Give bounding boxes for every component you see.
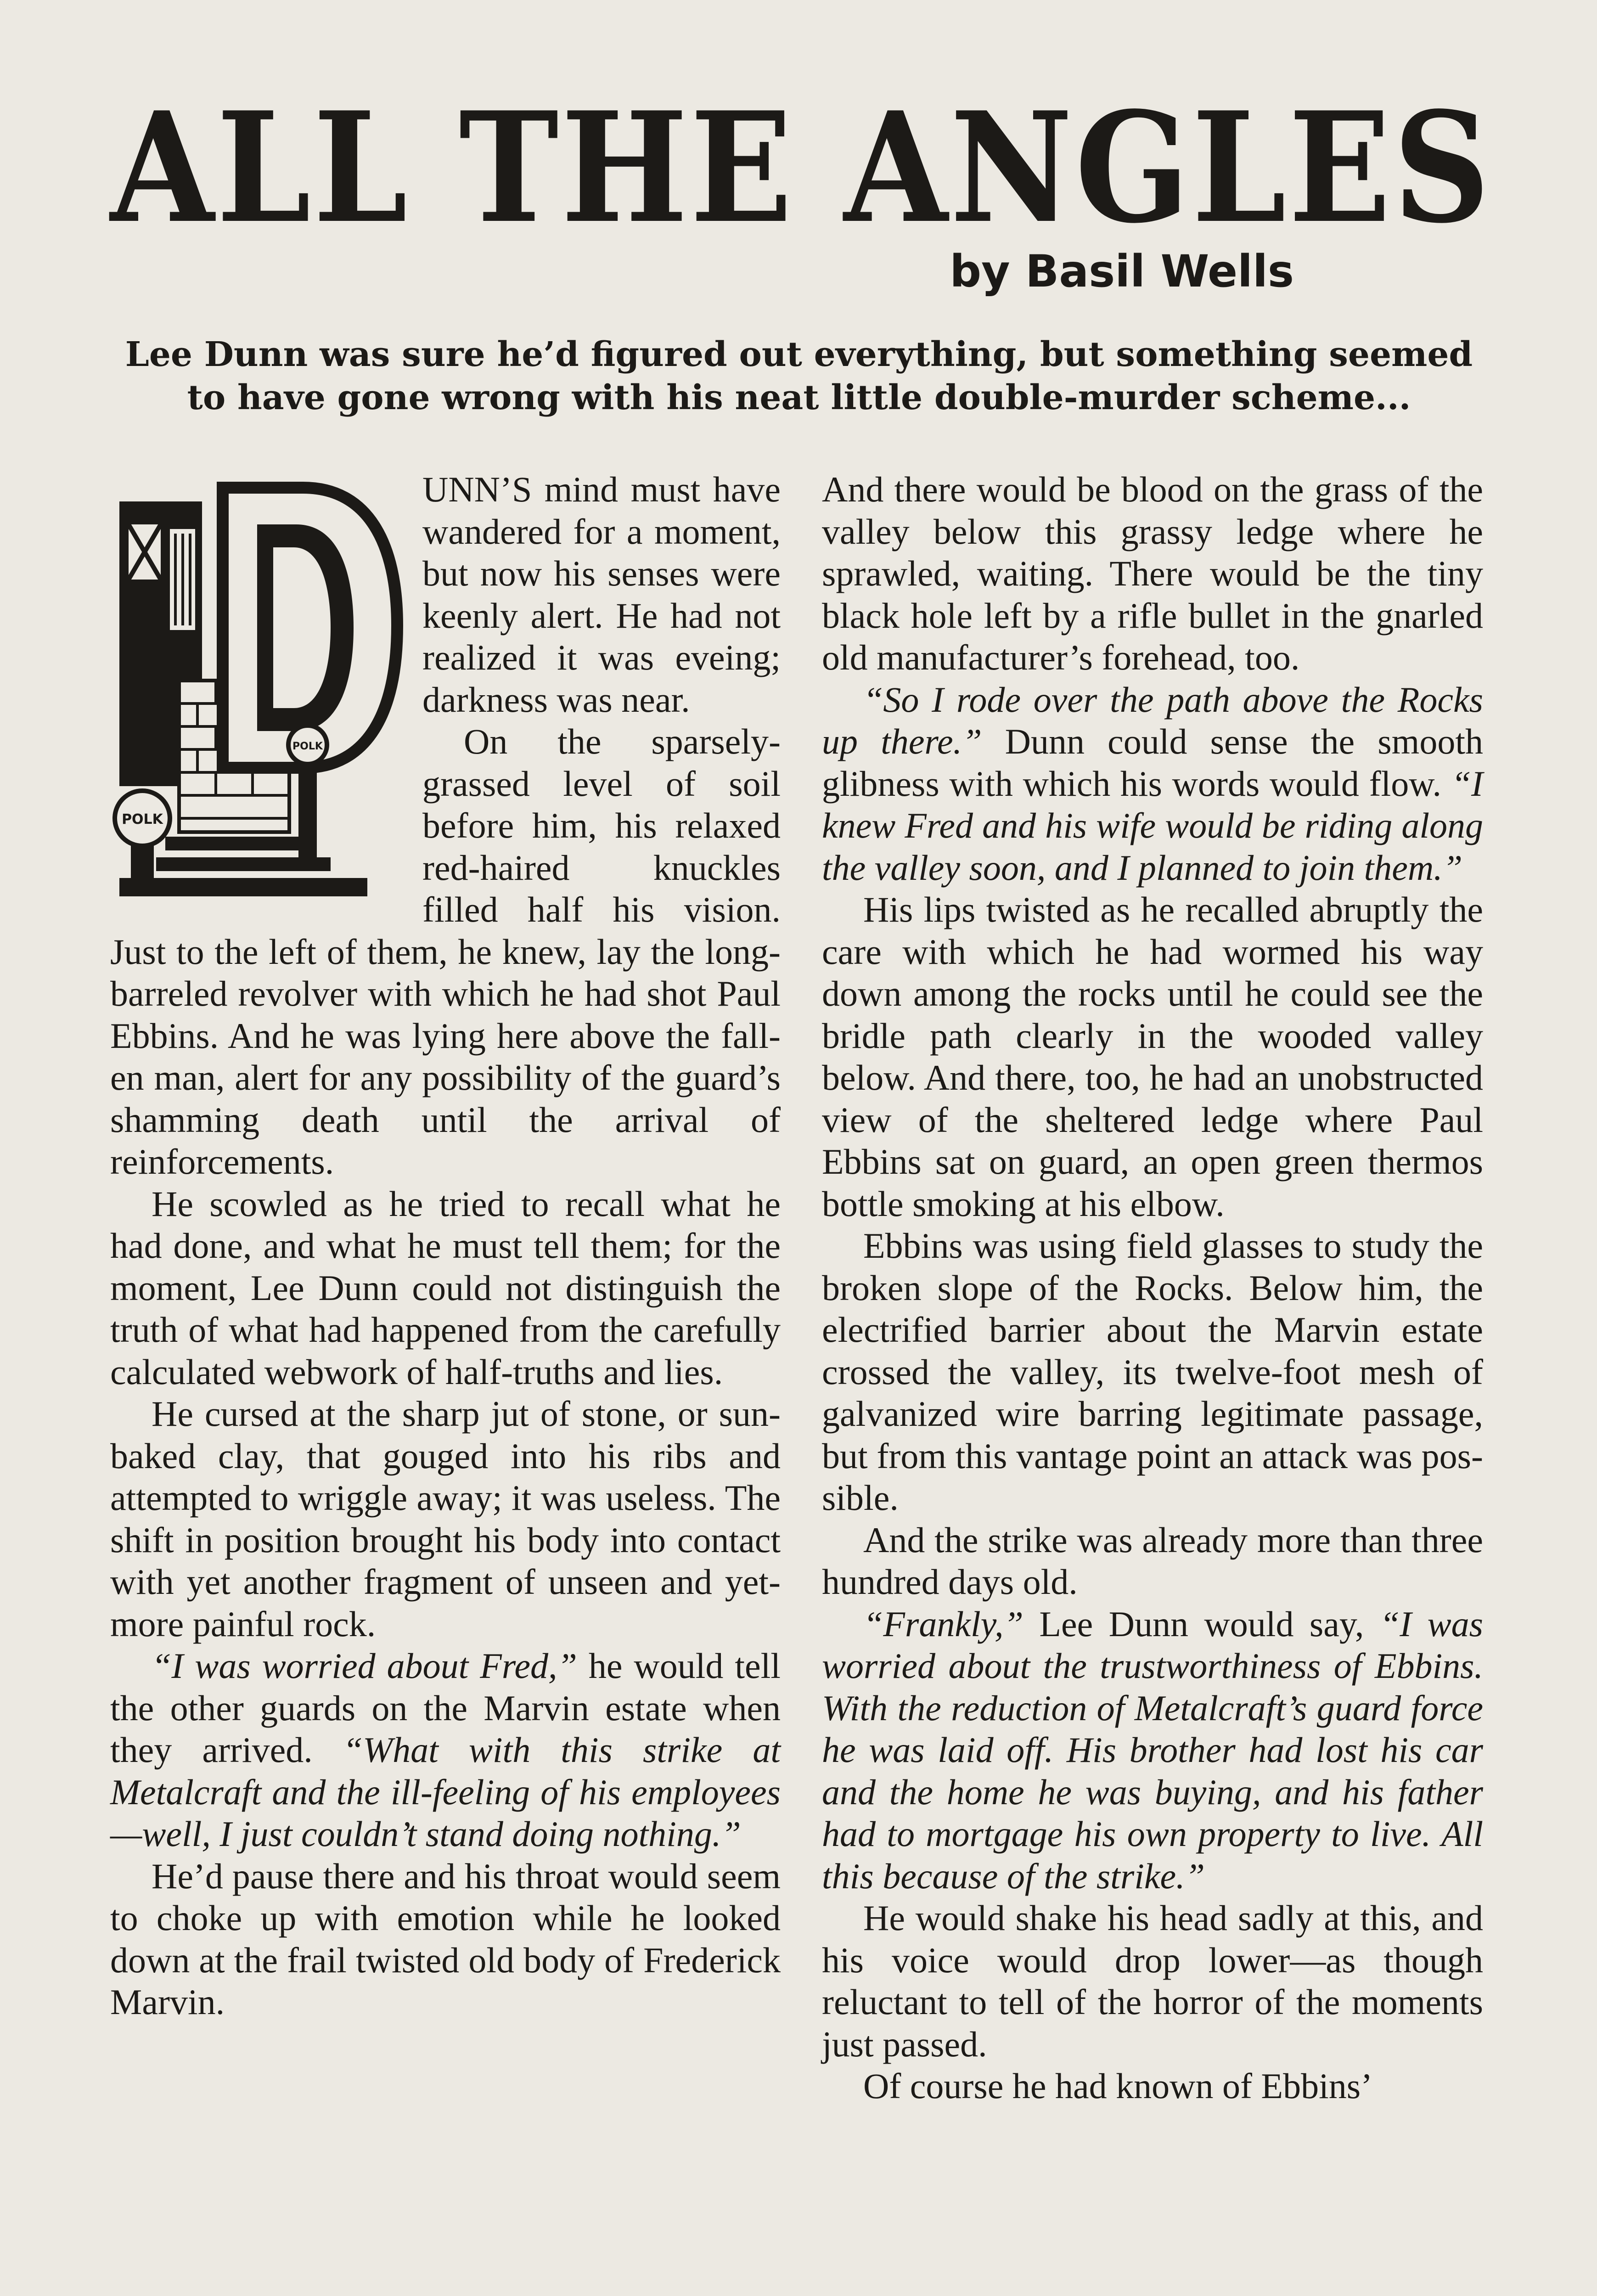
police-lamp-text: POLK <box>122 811 163 827</box>
paragraph: And there would be blood on the grass of the valley below this grassy ledge where he sprawled, waiting. There would be the tiny black hole left by a rifle bullet in the gnarled old manufacturer’s forehead, too. <box>822 469 1483 677</box>
paragraph: He scowled as he tried to recall what he had done, and what he must tell them; for the moment, Lee Dunn could not distinguish the truth of what had happened from the carefully calculated webwork of half-truths and lies. <box>110 1183 781 1392</box>
paragraph: He cursed at the sharp jut of stone, or sun-baked clay, that gouged into his ribs and attempted to wriggle away; it was useless. The shift in position brought his body into contact with yet another fragment of unseen and yet-more painful rock. <box>110 1394 781 1644</box>
paragraph: He would shake his head sadly at this, and his voice would drop lower—as though reluctant to tell of the horror of the moments just passed. <box>822 1898 1483 2064</box>
paragraph: And the strike was already more than three hundred days old. <box>822 1519 1483 1602</box>
paragraph: Ebbins was using field glasses to study the broken slope of the Rocks. Below him, the electrified barrier about the Marvin estate crossed the valley, its twelve-foot mesh of galvanized wire barring legitimate passage, but from this vantage point an attack was possible. <box>822 1226 1483 1518</box>
dropcap-illustration <box>110 474 404 908</box>
svg-text:POLK: POLK <box>292 741 323 752</box>
paragraph: “I was worried about Fred,” he would tell the other guards on the Marvin estate when they arrived. “What with this strike at Metalcraft and the ill-feeling of his employees—well, I just couldn’t stand doing nothing.” <box>110 1646 781 1854</box>
author-byline: by Basil Wells <box>950 246 1294 297</box>
paragraph: “Frankly,” Lee Dunn would say, “I was worried about the trustworthiness of Ebbins. With the reduction of Metalcraft’s guard force he was laid off. His brother had lost his car and the home he was buying, and his father had to mortgage his own property to live. All this because of the strike.” <box>822 1604 1484 1896</box>
dropcap-d-icon <box>110 474 404 908</box>
left-column <box>110 468 781 2023</box>
story-title: ALL THE ANGLES <box>110 79 1493 257</box>
paragraph: On the sparsely-grassed level of soil before him, his relaxed red-haired knuckles filled half his vision. Just to the left of them, he knew, lay the long-barreled revolver with which he had shot Paul Ebbins. And he was lying here above the fallen man, alert for any possibility of the guard’s shamming death until the arrival of reinforcements. <box>110 721 781 1182</box>
story-blurb: Lee Dunn was sure he’d figured out everything, but something seemed to have gone wrong with his neat little double-murder scheme... <box>125 335 1473 417</box>
right-column <box>822 468 1483 2107</box>
paragraph: His lips twisted as he recalled abruptly the care with which he had wormed his way down among the rocks until he could see the bridle path clearly in the wooded valley below. And there, too, he had an unobstructed view of the sheltered ledge where Paul Ebbins sat on guard, an open green thermos bottle smoking at his elbow. <box>822 889 1483 1224</box>
paragraph: UNN’S mind must have wandered for a moment, but now his senses were keenly alert. He had not realized it was eveing; darkness was near. <box>422 469 781 720</box>
paragraph: “So I rode over the path above the Rocks up there.” Dunn could sense the smooth glibness with which his words would flow. “I knew Fred and his wife would be riding along the valley soon, and I planned to join them.” <box>822 679 1483 888</box>
paragraph: Of course he had known of Ebbins’ <box>863 2066 1373 2106</box>
paragraph: He’d pause there and his throat would seem to choke up with emotion while he looked down at the frail twisted old body of Frederick Marvin. <box>110 1856 781 2022</box>
